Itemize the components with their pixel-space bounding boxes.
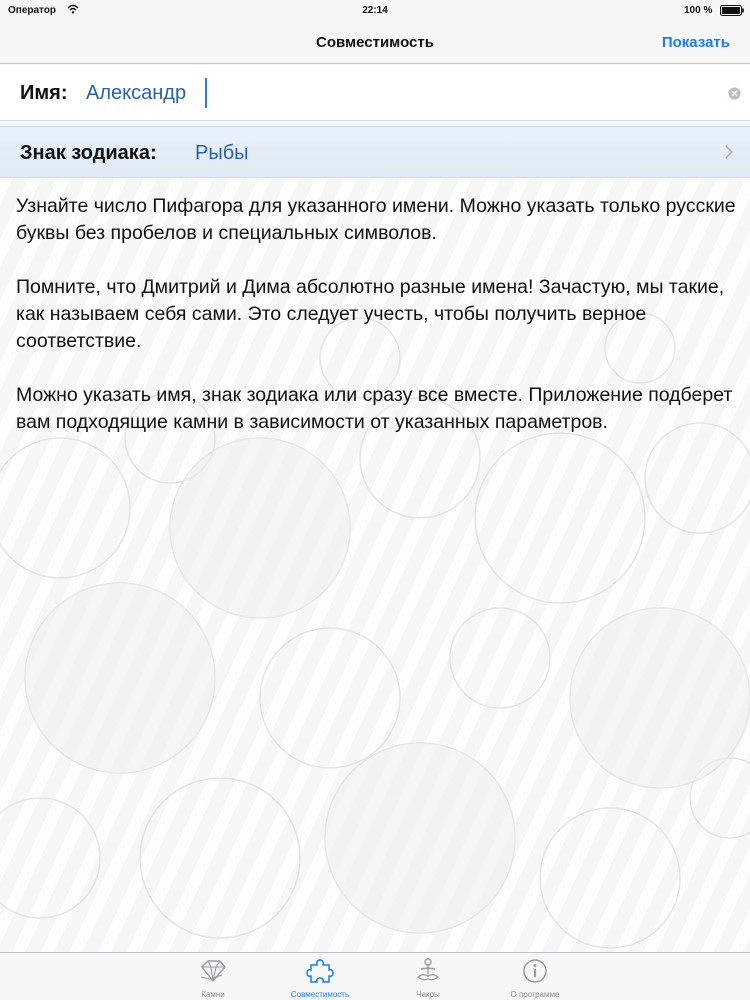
page-title: Совместимость (316, 34, 434, 51)
info-paragraph-3: Можно указать имя, знак зодиака или сразу все вместе. Приложение подберет вам подходящие камни в зависимости от указанных параметров. (16, 384, 733, 433)
clear-text-icon[interactable] (728, 87, 741, 100)
navigation-bar (0, 22, 750, 64)
zodiac-value: Рыбы (195, 142, 249, 164)
tab-label: О программе (510, 990, 560, 999)
status-bar (0, 0, 750, 22)
battery-icon (720, 5, 744, 16)
name-label: Имя: (20, 82, 68, 104)
tab-stones[interactable] (158, 953, 268, 1000)
puzzle-icon (305, 957, 335, 985)
info-icon (520, 957, 550, 985)
zodiac-sign-row[interactable] (0, 126, 750, 178)
status-time: 22:14 (362, 5, 388, 16)
zodiac-label: Знак зодиака: (20, 142, 157, 164)
name-input[interactable] (86, 77, 706, 109)
tab-bar (0, 952, 750, 1000)
meditation-icon (413, 957, 443, 985)
tab-label: Совместимость (290, 990, 350, 999)
tab-label: Камни (201, 990, 225, 999)
battery-percentage: 100 % (684, 5, 713, 16)
carrier-label: Оператор (8, 5, 57, 16)
chevron-right-icon (724, 144, 734, 160)
show-button[interactable]: Показать (661, 34, 730, 51)
name-field-row (0, 65, 750, 121)
info-paragraph-2: Помните, что Дмитрий и Дима абсолютно разные имена! Зачастую, мы такие, как называем себя сами. Это следует учесть, чтобы получить верное соответствие. (16, 276, 725, 352)
tab-chakras[interactable] (373, 953, 483, 1000)
gem-icon (198, 957, 228, 985)
info-paragraph-1: Узнайте число Пифагора для указанного имени. Можно указать только русские буквы без пробелов и специальных символов. (16, 195, 736, 244)
tab-about[interactable] (480, 953, 590, 1000)
tab-compatibility[interactable] (265, 953, 375, 1000)
info-text (16, 193, 736, 463)
tab-label: Чакры (416, 990, 440, 999)
text-cursor (205, 78, 207, 108)
